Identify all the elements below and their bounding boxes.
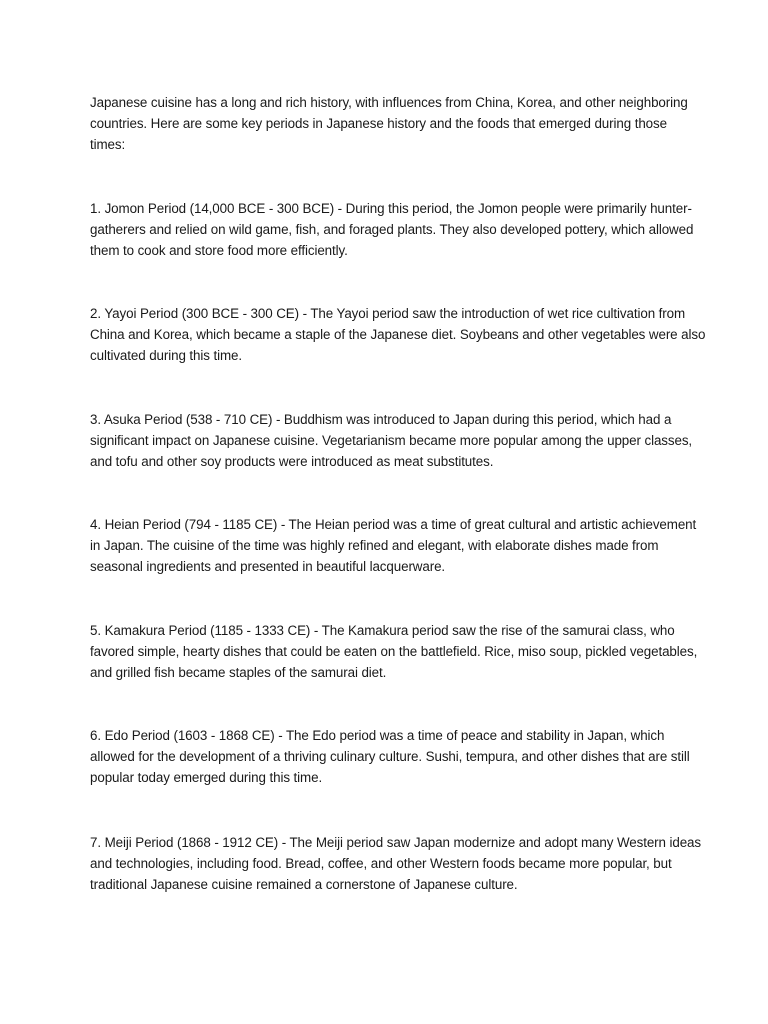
text-line: gatherers and relied on wild game, fish, and foraged plants. They also developed pottery, which allowed (90, 222, 694, 237)
text-line: 6. Edo Period (1603 - 1868 CE) - The Edo period was a time of peace and stability in Japan, which (90, 728, 665, 743)
text-line: significant impact on Japanese cuisine. Vegetarianism became more popular among the upper classes, (90, 433, 693, 448)
text-line: allowed for the development of a thriving culinary culture. Sushi, tempura, and other dishes that are still (90, 749, 690, 764)
text-line: and grilled fish became staples of the samurai diet. (90, 665, 387, 680)
text-line: and technologies, including food. Bread, coffee, and other Western foods became more popular, but (90, 856, 672, 871)
text-line: 5. Kamakura Period (1185 - 1333 CE) - The Kamakura period saw the rise of the samurai class, who (90, 623, 675, 638)
yayoi-period-paragraph (90, 303, 706, 366)
text-line: China and Korea, which became a staple of the Japanese diet. Soybeans and other vegetables were also (90, 327, 706, 342)
text-line: them to cook and store food more efficiently. (90, 243, 348, 258)
text-line: and tofu and other soy products were introduced as meat substitutes. (90, 454, 494, 469)
heian-period-paragraph (90, 514, 697, 577)
text-line: countries. Here are some key periods in Japanese history and the foods that emerged during those (90, 116, 667, 131)
text-line: seasonal ingredients and presented in beautiful lacquerware. (90, 559, 446, 574)
text-line: favored simple, hearty dishes that could be eaten on the battlefield. Rice, miso soup, pickled vegetables, (90, 644, 698, 659)
text-line: in Japan. The cuisine of the time was highly refined and elegant, with elaborate dishes made from (90, 538, 659, 553)
jomon-period-paragraph (90, 198, 694, 261)
text-line: 4. Heian Period (794 - 1185 CE) - The Heian period was a time of great cultural and artistic achievement (90, 517, 697, 532)
text-line: 2. Yayoi Period (300 BCE - 300 CE) - The Yayoi period saw the introduction of wet rice cultivation from (90, 306, 686, 321)
text-line: Japanese cuisine has a long and rich history, with influences from China, Korea, and other neighboring (90, 95, 688, 110)
text-line: 3. Asuka Period (538 - 710 CE) - Buddhism was introduced to Japan during this period, which had a (90, 412, 672, 427)
kamakura-period-paragraph (90, 620, 698, 683)
text-line: traditional Japanese cuisine remained a cornerstone of Japanese culture. (90, 877, 518, 892)
asuka-period-paragraph (90, 409, 693, 472)
edo-period-paragraph (90, 725, 690, 788)
intro-paragraph (90, 92, 688, 155)
text-line: 7. Meiji Period (1868 - 1912 CE) - The Meiji period saw Japan modernize and adopt many Western ideas (90, 835, 702, 850)
text-line: popular today emerged during this time. (90, 770, 323, 785)
text-line: cultivated during this time. (90, 348, 243, 363)
text-line: 1. Jomon Period (14,000 BCE - 300 BCE) - During this period, the Jomon people were primarily hunter- (90, 201, 692, 216)
meiji-period-paragraph (90, 832, 702, 895)
text-line: times: (90, 137, 126, 152)
